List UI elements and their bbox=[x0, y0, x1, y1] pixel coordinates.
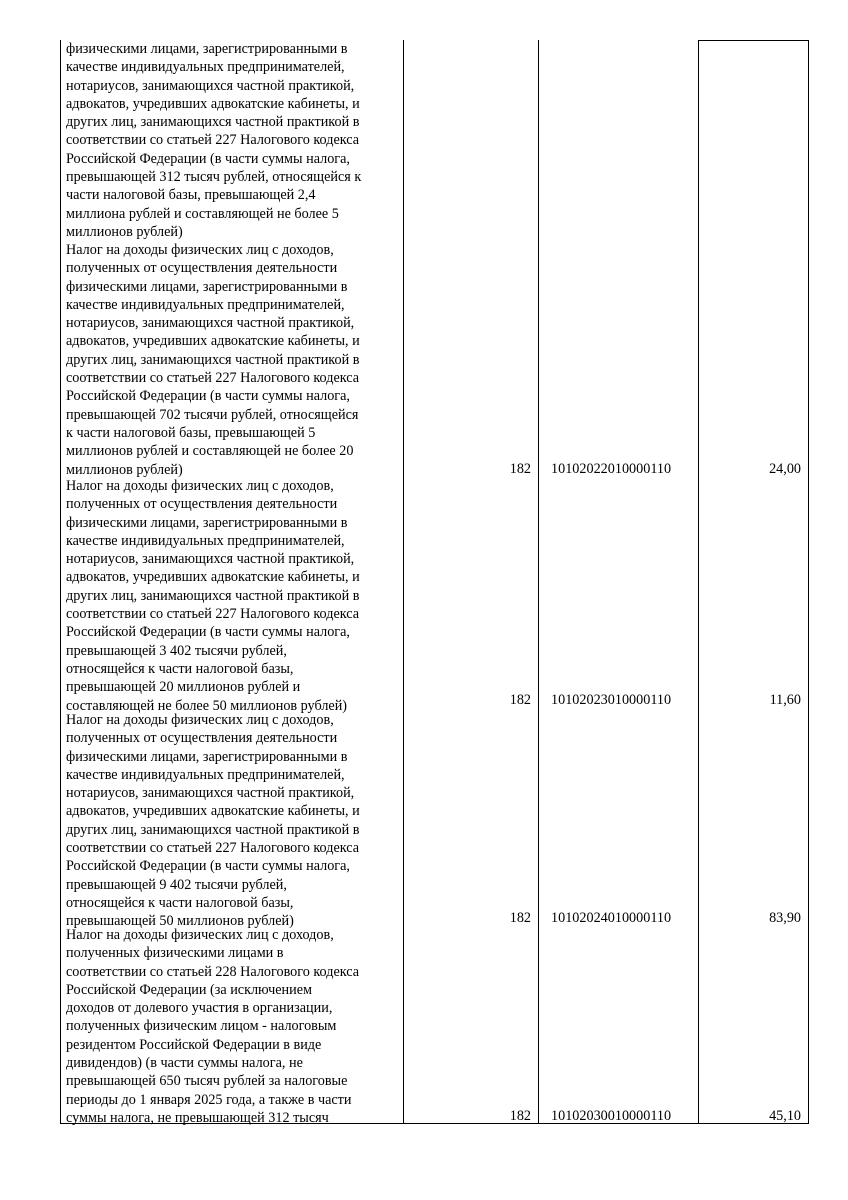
table-border-left bbox=[60, 40, 61, 1124]
row-description: Налог на доходы физических лиц с доходов, полученных от осуществления деятельности физическими лицами, зарегистрированными в качестве индивидуальных предпринимателей, нотариусов, занимающихся частной практикой, адвокатов, учредивших адвокатские кабинеты, и других лиц, занимающихся частной практикой в соответствии со статьей 227 Налогового кодекса Российской Федерации (в части суммы налога, превышающей 3 402 тысячи рублей, относящейся к части налоговой базы, превышающей 20 миллионов рублей и составляющей не более 50 миллионов рублей) bbox=[66, 478, 360, 714]
row-amount: 45,10 bbox=[769, 1108, 801, 1124]
row-kbk-code: 10102024010000110 bbox=[551, 910, 672, 926]
row-admin-code: 182 bbox=[509, 692, 531, 708]
table-border-right bbox=[808, 40, 809, 1124]
row-amount: 11,60 bbox=[769, 692, 801, 708]
row-kbk-code: 10102030010000110 bbox=[551, 1108, 672, 1124]
row-description: физическими лицами, зарегистрированными в качестве индивидуальных предпринимателей, нотариусов, занимающихся частной практикой, адвокатов, учредивших адвокатские кабинеты, и других лиц, занимающихся частной практикой в соответствии со статьей 227 Налогового кодекса Российской Федерации (в части суммы налога, превышающей 312 тысяч рублей, относящейся к части налоговой базы, превышающей 2,4 миллиона рублей и составляющей не более 5 миллионов рублей) bbox=[66, 41, 362, 240]
table-border-description-right bbox=[403, 40, 404, 1124]
row-description: Налог на доходы физических лиц с доходов, полученных от осуществления деятельности физическими лицами, зарегистрированными в качестве индивидуальных предпринимателей, нотариусов, занимающихся частной практикой, адвокатов, учредивших адвокатские кабинеты, и других лиц, занимающихся частной практикой в соответствии со статьей 227 Налогового кодекса Российской Федерации (в части суммы налога, превышающей 9 402 тысячи рублей, относящейся к части налоговой базы, превышающей 50 миллионов рублей) bbox=[66, 712, 360, 930]
row-kbk-code: 10102022010000110 bbox=[551, 461, 672, 477]
row-description: Налог на доходы физических лиц с доходов, полученных от осуществления деятельности физическими лицами, зарегистрированными в качестве индивидуальных предпринимателей, нотариусов, занимающихся частной практикой, адвокатов, учредивших адвокатские кабинеты, и других лиц, занимающихся частной практикой в соответствии со статьей 227 Налогового кодекса Российской Федерации (в части суммы налога, превышающей 702 тысячи рублей, относящейся к части налоговой базы, превышающей 5 миллионов рублей и составляющей не более 20 миллионов рублей) bbox=[66, 242, 360, 478]
row-kbk-code: 10102023010000110 bbox=[551, 692, 672, 708]
row-admin-code: 182 bbox=[509, 910, 531, 926]
row-admin-code: 182 bbox=[509, 1108, 531, 1124]
table-border-top-amount bbox=[698, 40, 808, 41]
row-description: Налог на доходы физических лиц с доходов, полученных физическими лицами в соответствии со статьей 228 Налогового кодекса Российской Федерации (за исключением доходов от долевого участия в организации, полученных физическим лицом - налоговым резидентом Российской Федерации в виде дивидендов) (в части суммы налога, не превышающей 650 тысяч рублей за налоговые периоды до 1 января 2025 года, а также в части суммы налога, не превышающей 312 тысяч bbox=[66, 927, 360, 1126]
row-amount: 83,90 bbox=[769, 910, 801, 926]
table-border-kbk-right bbox=[698, 40, 699, 1124]
row-amount: 24,00 bbox=[769, 461, 801, 477]
row-admin-code: 182 bbox=[509, 461, 531, 477]
table-border-admin-right bbox=[538, 40, 539, 1124]
